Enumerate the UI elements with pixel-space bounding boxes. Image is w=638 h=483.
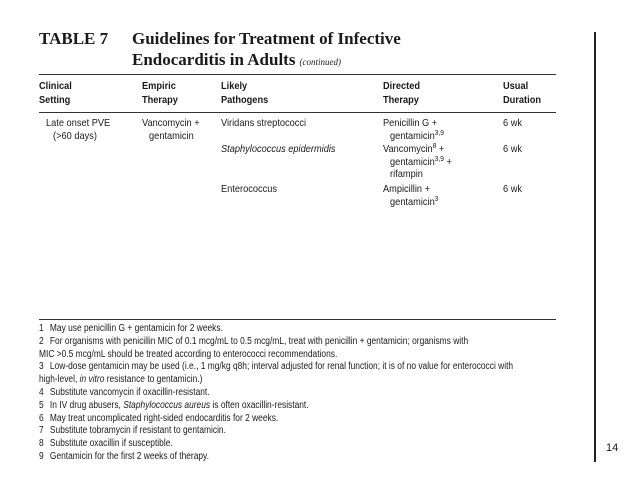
continued-note: (continued): [299, 57, 341, 67]
empiric-therapy-cell: [142, 117, 200, 142]
pathogen-enterococcus: Enterococcus: [221, 183, 277, 195]
title-line-2: [132, 50, 341, 70]
header-likely-line1: Likely: [221, 80, 248, 92]
clinical-setting-cell: [46, 117, 110, 142]
footnote-2: [39, 336, 543, 349]
footnote-9: [39, 451, 543, 464]
header-empiric-therapy: [142, 79, 178, 107]
footnote-7-num: 7: [39, 425, 44, 437]
pathogen-viridans: Viridans streptococci: [221, 117, 307, 129]
header-likely-line2: Pathogens: [221, 94, 269, 106]
title-line-2-text: Endocarditis in Adults: [132, 50, 296, 69]
duration-3: 6 wk: [503, 183, 523, 195]
directed-2-line3: rifampin: [390, 168, 423, 180]
clinical-line1: Late onset PVE: [46, 117, 111, 129]
clinical-line2: (>60 days): [53, 129, 97, 142]
footnote-3-text: Low-dose gentamicin may be used (i.e., 1 mg/kg q8h; interval adjusted for renal function; it is of no value for enterococci with: [49, 361, 514, 373]
footnote-4: [39, 387, 543, 400]
footnote-8-text: Substitute oxacillin if susceptible.: [49, 438, 173, 450]
header-usual-line1: Usual: [503, 80, 529, 92]
header-clinical-line1: Clinical: [39, 80, 72, 92]
footnote-3-cont-a: high-level,: [39, 374, 80, 386]
directed-therapy-3: [383, 183, 438, 208]
footnotes: [39, 323, 543, 464]
footnote-2-continued: MIC >0.5 mcg/mL should be treated according to enterococci recommendations.: [39, 348, 338, 360]
footnote-2-num: 2: [39, 335, 44, 347]
directed-therapy-2: [383, 143, 452, 181]
footnote-3: [39, 361, 543, 374]
footnote-3-cont-italic: in vitro: [79, 374, 105, 386]
page-number: 14: [606, 442, 619, 454]
directed-1-line1: Penicillin G +: [383, 117, 438, 129]
directed-2-line2-text: gentamicin: [390, 155, 435, 168]
footnote-9-num: 9: [39, 450, 44, 462]
header-bottom-rule: [39, 112, 556, 113]
footnote-6-num: 6: [39, 412, 44, 424]
empiric-line2: gentamicin: [149, 129, 194, 142]
footnote-5-text: [50, 400, 309, 413]
header-clinical-setting: [39, 79, 72, 107]
duration-2: 6 wk: [503, 143, 523, 155]
footnote-3-num: 3: [39, 361, 44, 373]
directed-3-line2-text: gentamicin: [390, 195, 435, 208]
directed-2-line2: [383, 153, 452, 169]
directed-2-line1-tail: +: [436, 143, 445, 155]
pathogen-staph-epidermidis: Staphylococcus epidermidis: [221, 143, 336, 155]
footnote-6-text: May treat uncomplicated right-sided endocarditis for 2 weeks.: [49, 412, 279, 424]
directed-3-line2: [383, 193, 439, 209]
header-empiric-line1: Empiric: [142, 80, 176, 92]
directed-2-line2-tail: +: [443, 155, 452, 168]
title-line-1: Guidelines for Treatment of Infective: [132, 29, 401, 48]
directed-1-line2-text: gentamicin: [390, 129, 435, 142]
footnote-8-num: 8: [39, 438, 44, 450]
footnote-4-text: Substitute vancomycin if oxacillin-resistant.: [49, 386, 210, 398]
directed-therapy-1: [383, 117, 444, 142]
footnote-8: [39, 438, 543, 451]
footnote-7: [39, 425, 543, 438]
footnotes-rule: [39, 319, 556, 320]
footnote-5-num: 5: [39, 399, 44, 411]
footnote-1: [39, 323, 543, 336]
directed-3-line1: Ampicillin +: [383, 183, 430, 195]
page-margin-bar: [594, 32, 596, 462]
header-directed-therapy: [383, 79, 420, 107]
header-likely-pathogens: [221, 79, 268, 107]
empiric-line1: Vancomycin +: [142, 117, 200, 129]
footnote-9-text: Gentamicin for the first 2 weeks of therapy.: [49, 450, 209, 462]
duration-1: 6 wk: [503, 117, 523, 129]
header-empiric-line2: Therapy: [142, 94, 178, 106]
header-top-rule: [39, 74, 556, 75]
directed-1-line2-sup: 3,9: [434, 127, 444, 137]
header-directed-line1: Directed: [383, 80, 420, 92]
footnote-6: [39, 413, 543, 426]
directed-2-line2-sup: 3,9: [434, 153, 444, 163]
footnote-2-text: For organisms with penicillin MIC of 0.1 mcg/mL to 0.5 mcg/mL, treat with penicillin + gentamicin; organisms with: [49, 335, 469, 347]
header-usual-line2: Duration: [503, 94, 541, 106]
footnote-3-cont-b: resistance to gentamicin.): [104, 374, 203, 386]
footnote-1-text: May use penicillin G + gentamicin for 2 weeks.: [49, 323, 223, 334]
directed-3-line2-sup: 3: [434, 193, 439, 203]
directed-2-line1-text: Vancomycin: [383, 143, 433, 155]
footnote-5: [39, 400, 543, 413]
footnote-5-text-a: In IV drug abusers,: [49, 399, 124, 411]
footnote-3-continued: [39, 374, 543, 387]
table-label: TABLE 7: [39, 29, 109, 48]
header-usual-duration: [503, 79, 541, 107]
footnote-5-text-b: is often oxacillin-resistant.: [210, 399, 309, 411]
footnote-5-text-italic: Staphylococcus aureus: [123, 399, 211, 411]
header-directed-line2: Therapy: [383, 94, 419, 106]
header-clinical-line2: Setting: [39, 94, 71, 106]
footnote-1-num: 1: [39, 323, 44, 334]
footnote-4-num: 4: [39, 386, 44, 398]
footnote-7-text: Substitute tobramycin if resistant to gentamicin.: [49, 425, 226, 437]
directed-2-line1-sup: 8: [432, 141, 437, 150]
